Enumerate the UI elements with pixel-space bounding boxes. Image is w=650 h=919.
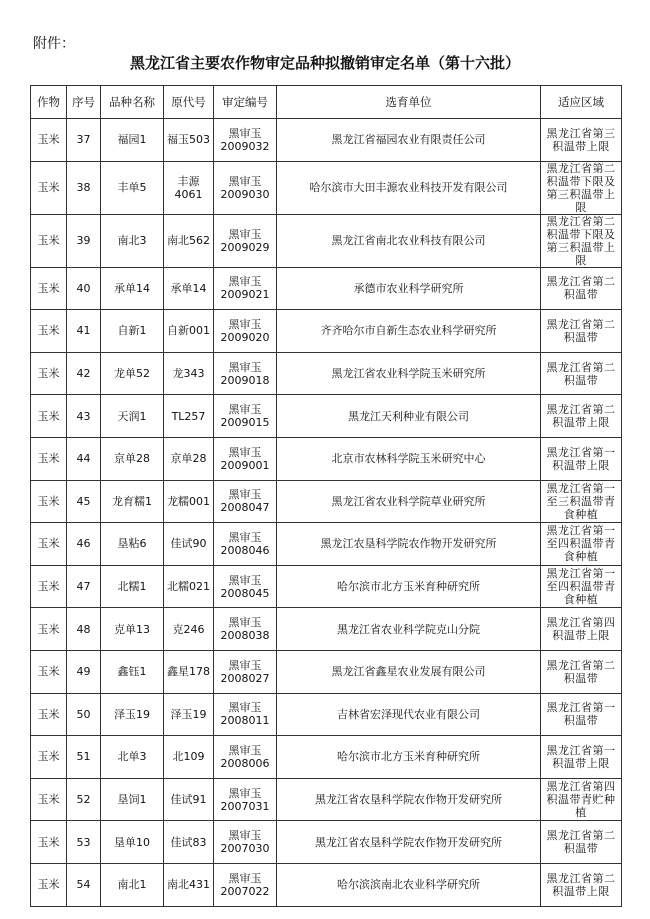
cell-crop: 玉米 bbox=[31, 523, 67, 566]
cell-number: 49 bbox=[67, 650, 101, 693]
cell-original-code: 佳试83 bbox=[164, 821, 214, 864]
cell-adaptive-region: 黑龙江省第二积温带 bbox=[541, 821, 622, 864]
table-row bbox=[31, 267, 622, 310]
cell-variety-name: 龙育糯1 bbox=[101, 480, 164, 523]
cell-original-code: 佳试90 bbox=[164, 523, 214, 566]
header-breeding-unit: 选育单位 bbox=[277, 86, 541, 119]
attachment-label: 附件： bbox=[33, 36, 75, 52]
cell-adaptive-region: 黑龙江省第二积温带 bbox=[541, 650, 622, 693]
document-title: 黑龙江省主要农作物审定品种拟撤销审定名单（第十六批） bbox=[129, 54, 520, 72]
cell-adaptive-region: 黑龙江省第二积温带 bbox=[541, 267, 622, 310]
cell-breeding-unit: 黑龙江省农业科学院草业研究所 bbox=[277, 480, 541, 523]
cell-variety-name: 龙单52 bbox=[101, 352, 164, 395]
table-body bbox=[31, 119, 622, 907]
cell-number: 52 bbox=[67, 778, 101, 821]
cell-variety-name: 垦单10 bbox=[101, 821, 164, 864]
cell-breeding-unit: 黑龙江天利种业有限公司 bbox=[277, 395, 541, 438]
cell-crop: 玉米 bbox=[31, 480, 67, 523]
cell-crop: 玉米 bbox=[31, 310, 67, 353]
cell-original-code: 佳试91 bbox=[164, 778, 214, 821]
table-row bbox=[31, 352, 622, 395]
cell-original-code: 北糯021 bbox=[164, 565, 214, 608]
cell-number: 46 bbox=[67, 523, 101, 566]
cell-breeding-unit: 齐齐哈尔市自新生态农业科学研究所 bbox=[277, 310, 541, 353]
cell-number: 51 bbox=[67, 736, 101, 779]
cell-adaptive-region: 黑龙江省第二积温带上限 bbox=[541, 395, 622, 438]
cell-crop: 玉米 bbox=[31, 267, 67, 310]
cell-certification-number: 黑审玉2009001 bbox=[214, 437, 277, 480]
cell-breeding-unit: 黑龙江省农垦科学院农作物开发研究所 bbox=[277, 821, 541, 864]
cell-crop: 玉米 bbox=[31, 565, 67, 608]
cell-crop: 玉米 bbox=[31, 693, 67, 736]
cell-adaptive-region: 黑龙江省第二积温带下限及第三积温带上限 bbox=[541, 214, 622, 267]
cell-certification-number: 黑审玉2009015 bbox=[214, 395, 277, 438]
header-crop: 作物 bbox=[31, 86, 67, 119]
table-row bbox=[31, 863, 622, 906]
cell-original-code: 鑫星178 bbox=[164, 650, 214, 693]
cell-original-code: 北109 bbox=[164, 736, 214, 779]
cell-variety-name: 丰单5 bbox=[101, 161, 164, 214]
cell-certification-number: 黑审玉2008038 bbox=[214, 608, 277, 651]
cell-number: 44 bbox=[67, 437, 101, 480]
table-row bbox=[31, 736, 622, 779]
cell-number: 38 bbox=[67, 161, 101, 214]
cell-breeding-unit: 黑龙江省农垦科学院农作物开发研究所 bbox=[277, 778, 541, 821]
cell-number: 37 bbox=[67, 119, 101, 162]
cell-breeding-unit: 哈尔滨滨南北农业科学研究所 bbox=[277, 863, 541, 906]
cell-breeding-unit: 黑龙江省农业科学院克山分院 bbox=[277, 608, 541, 651]
cell-adaptive-region: 黑龙江省第一至四积温带青食种植 bbox=[541, 565, 622, 608]
cell-variety-name: 克单13 bbox=[101, 608, 164, 651]
cell-number: 50 bbox=[67, 693, 101, 736]
cell-adaptive-region: 黑龙江省第二积温带上限 bbox=[541, 863, 622, 906]
cell-crop: 玉米 bbox=[31, 437, 67, 480]
cell-original-code: TL257 bbox=[164, 395, 214, 438]
cell-original-code: 自新001 bbox=[164, 310, 214, 353]
cell-variety-name: 垦粘6 bbox=[101, 523, 164, 566]
cell-certification-number: 黑审玉2008006 bbox=[214, 736, 277, 779]
table-row bbox=[31, 310, 622, 353]
cell-adaptive-region: 黑龙江省第四积温带青贮种植 bbox=[541, 778, 622, 821]
header-original-code: 原代号 bbox=[164, 86, 214, 119]
table-row bbox=[31, 119, 622, 162]
cell-certification-number: 黑审玉2008045 bbox=[214, 565, 277, 608]
cell-original-code: 泽玉19 bbox=[164, 693, 214, 736]
cell-variety-name: 泽玉19 bbox=[101, 693, 164, 736]
table-row bbox=[31, 395, 622, 438]
cell-original-code: 龙343 bbox=[164, 352, 214, 395]
cell-original-code: 丰源4061 bbox=[164, 161, 214, 214]
cell-variety-name: 天润1 bbox=[101, 395, 164, 438]
header-variety-name: 品种名称 bbox=[101, 86, 164, 119]
cell-variety-name: 南北3 bbox=[101, 214, 164, 267]
cell-certification-number: 黑审玉2009018 bbox=[214, 352, 277, 395]
table-row bbox=[31, 693, 622, 736]
cell-certification-number: 黑审玉2008046 bbox=[214, 523, 277, 566]
cell-certification-number: 黑审玉2008011 bbox=[214, 693, 277, 736]
table-row bbox=[31, 778, 622, 821]
cell-variety-name: 北糯1 bbox=[101, 565, 164, 608]
cell-certification-number: 黑审玉2007022 bbox=[214, 863, 277, 906]
cell-breeding-unit: 黑龙江农垦科学院农作物开发研究所 bbox=[277, 523, 541, 566]
cell-crop: 玉米 bbox=[31, 352, 67, 395]
cell-variety-name: 自新1 bbox=[101, 310, 164, 353]
cell-adaptive-region: 黑龙江省第二积温带下限及第三积温带上限 bbox=[541, 161, 622, 214]
cell-number: 48 bbox=[67, 608, 101, 651]
cell-crop: 玉米 bbox=[31, 119, 67, 162]
cell-breeding-unit: 承德市农业科学研究所 bbox=[277, 267, 541, 310]
cell-variety-name: 京单28 bbox=[101, 437, 164, 480]
cell-number: 54 bbox=[67, 863, 101, 906]
cell-certification-number: 黑审玉2009021 bbox=[214, 267, 277, 310]
cell-variety-name: 鑫钰1 bbox=[101, 650, 164, 693]
cell-original-code: 龙糯001 bbox=[164, 480, 214, 523]
cell-number: 39 bbox=[67, 214, 101, 267]
cell-adaptive-region: 黑龙江省第二积温带 bbox=[541, 310, 622, 353]
cell-original-code: 福玉503 bbox=[164, 119, 214, 162]
cell-breeding-unit: 哈尔滨市北方玉米育种研究所 bbox=[277, 736, 541, 779]
cell-adaptive-region: 黑龙江省第一至四积温带青食种植 bbox=[541, 523, 622, 566]
cell-certification-number: 黑审玉2009029 bbox=[214, 214, 277, 267]
cell-number: 47 bbox=[67, 565, 101, 608]
cell-crop: 玉米 bbox=[31, 736, 67, 779]
cell-breeding-unit: 北京市农林科学院玉米研究中心 bbox=[277, 437, 541, 480]
cell-crop: 玉米 bbox=[31, 821, 67, 864]
cell-certification-number: 黑审玉2007030 bbox=[214, 821, 277, 864]
cell-crop: 玉米 bbox=[31, 650, 67, 693]
cell-breeding-unit: 哈尔滨市北方玉米育种研究所 bbox=[277, 565, 541, 608]
cell-adaptive-region: 黑龙江省第一积温带上限 bbox=[541, 736, 622, 779]
cell-adaptive-region: 黑龙江省第四积温带上限 bbox=[541, 608, 622, 651]
cell-adaptive-region: 黑龙江省第三积温带上限 bbox=[541, 119, 622, 162]
header-certification-number: 审定编号 bbox=[214, 86, 277, 119]
header-number: 序号 bbox=[67, 86, 101, 119]
table-row bbox=[31, 523, 622, 566]
table-header-row bbox=[31, 86, 622, 119]
cell-certification-number: 黑审玉2009020 bbox=[214, 310, 277, 353]
cell-adaptive-region: 黑龙江省第一积温带上限 bbox=[541, 437, 622, 480]
cell-breeding-unit: 哈尔滨市大田丰源农业科技开发有限公司 bbox=[277, 161, 541, 214]
cell-adaptive-region: 黑龙江省第二积温带 bbox=[541, 352, 622, 395]
cell-certification-number: 黑审玉2009030 bbox=[214, 161, 277, 214]
cell-number: 53 bbox=[67, 821, 101, 864]
cell-breeding-unit: 黑龙江省南北农业科技有限公司 bbox=[277, 214, 541, 267]
cell-certification-number: 黑审玉2009032 bbox=[214, 119, 277, 162]
cell-breeding-unit: 黑龙江省农业科学院玉米研究所 bbox=[277, 352, 541, 395]
cell-variety-name: 垦饲1 bbox=[101, 778, 164, 821]
cell-adaptive-region: 黑龙江省第一积温带 bbox=[541, 693, 622, 736]
header-adaptive-region: 适应区域 bbox=[541, 86, 622, 119]
cell-original-code: 克246 bbox=[164, 608, 214, 651]
cell-original-code: 南北431 bbox=[164, 863, 214, 906]
cell-variety-name: 南北1 bbox=[101, 863, 164, 906]
cell-breeding-unit: 吉林省宏泽现代农业有限公司 bbox=[277, 693, 541, 736]
table-row bbox=[31, 821, 622, 864]
table-row bbox=[31, 214, 622, 267]
cell-breeding-unit: 黑龙江省鑫星农业发展有限公司 bbox=[277, 650, 541, 693]
cell-number: 41 bbox=[67, 310, 101, 353]
table-row bbox=[31, 608, 622, 651]
cell-number: 45 bbox=[67, 480, 101, 523]
cell-number: 40 bbox=[67, 267, 101, 310]
table-row bbox=[31, 437, 622, 480]
table-row bbox=[31, 565, 622, 608]
table-row bbox=[31, 480, 622, 523]
cell-original-code: 南北562 bbox=[164, 214, 214, 267]
cell-certification-number: 黑审玉2007031 bbox=[214, 778, 277, 821]
cell-original-code: 承单14 bbox=[164, 267, 214, 310]
cell-crop: 玉米 bbox=[31, 214, 67, 267]
table-row bbox=[31, 161, 622, 214]
cell-number: 42 bbox=[67, 352, 101, 395]
cell-variety-name: 承单14 bbox=[101, 267, 164, 310]
cell-variety-name: 北单3 bbox=[101, 736, 164, 779]
cell-certification-number: 黑审玉2008027 bbox=[214, 650, 277, 693]
variety-table bbox=[30, 85, 622, 907]
cell-crop: 玉米 bbox=[31, 863, 67, 906]
cell-adaptive-region: 黑龙江省第一至三积温带青食种植 bbox=[541, 480, 622, 523]
cell-crop: 玉米 bbox=[31, 778, 67, 821]
cell-original-code: 京单28 bbox=[164, 437, 214, 480]
cell-breeding-unit: 黑龙江省福园农业有限责任公司 bbox=[277, 119, 541, 162]
cell-crop: 玉米 bbox=[31, 161, 67, 214]
cell-crop: 玉米 bbox=[31, 395, 67, 438]
cell-variety-name: 福园1 bbox=[101, 119, 164, 162]
table-row bbox=[31, 650, 622, 693]
cell-certification-number: 黑审玉2008047 bbox=[214, 480, 277, 523]
cell-crop: 玉米 bbox=[31, 608, 67, 651]
cell-number: 43 bbox=[67, 395, 101, 438]
